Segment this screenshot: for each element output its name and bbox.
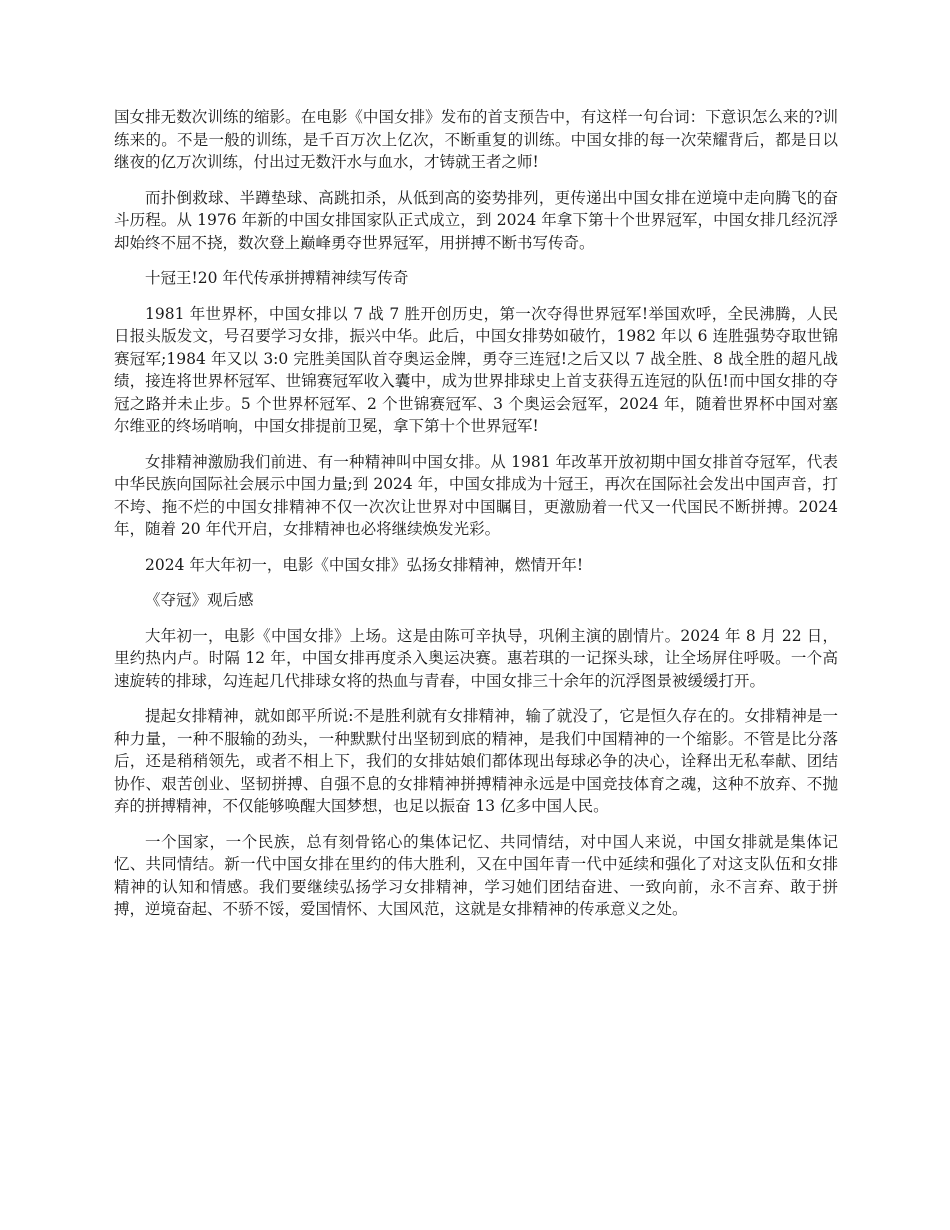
section-heading-film-release: 2024 年大年初一，电影《中国女排》弘扬女排精神，燃情开年! <box>145 555 584 574</box>
paragraph-1981-world-cup: 1981 年世界杯，中国女排以 7 战 7 胜开创历史，第一次夺得世界冠军!举国欢呼，全民沸腾，人民日报头版发文，号召要学习女排，振兴中华。此后，中国女排势如破竹，1982 年以 6 连胜强势夺取世锦赛冠军;1984 年又以 3:0 完胜美国队首夺奥运金牌，勇夺三连冠!之后又以 7 战全胜、8 战全胜的超凡战绩，接连将世界杯冠军、世锦赛冠军收入囊中，成为世界排球史上首支获得五连冠的队伍!而中国女排的夺冠之路并未止步。5 个世界杯冠军、2 个世锦赛冠军、3 个奥运会冠军，2024 年，随着世界杯中国对塞尔维亚的终场哨响，中国女排提前卫冕，拿下第十个世界冠军! <box>114 304 838 435</box>
section-heading-review-title: 《夺冠》观后感 <box>145 591 254 609</box>
paragraph-struggle-history: 而扑倒救球、半蹲垫球、高跳扣杀，从低到高的姿势排列，更传递出中国女排在逆境中走向腾飞的奋斗历程。从 1976 年新的中国女排国家队正式成立，到 2024 年拿下第十个世界冠军，中国女排几经沉浮却始终不屈不挠，数次登上巅峰勇夺世界冠军，用拼搏不断书写传奇。 <box>114 188 838 252</box>
document-body <box>114 106 838 934</box>
paragraph-volleyball-spirit: 女排精神激励我们前进、有一种精神叫中国女排。从 1981 年改革开放初期中国女排首夺冠军，代表中华民族向国际社会展示中国力量;到 2024 年，中国女排成为十冠王，再次在国际社会发出中国声音，打不垮、拖不烂的中国女排精神不仅一次次让世界对中国瞩目，更激励着一代又一代国民不断拼搏。2024 年，随着 20 年代开启，女排精神也必将继续焕发光彩。 <box>114 452 838 538</box>
paragraph-continuation: 国女排无数次训练的缩影。在电影《中国女排》发布的首支预告中，有这样一句台词：下意识怎么来的?训练来的。不是一般的训练，是千百万次上亿次，不断重复的训练。中国女排的每一次荣耀背后，都是日以继夜的亿万次训练，付出过无数汗水与血水，才铸就王者之师! <box>114 108 838 171</box>
paragraph-collective-memory: 一个国家，一个民族，总有刻骨铭心的集体记忆、共同情结，对中国人来说，中国女排就是集体记忆、共同情结。新一代中国女排在里约的伟大胜利，又在中国年青一代中延续和强化了对这支队伍和女排精神的认知和情感。我们要继续弘扬学习女排精神，学习她们团结奋进、一致向前，永不言弃、敢于拼搏，逆境奋起、不骄不馁，爱国情怀、大国风范，这就是女排精神的传承意义之处。 <box>114 832 838 918</box>
paragraph-film-intro: 大年初一，电影《中国女排》上场。这是由陈可辛执导，巩俐主演的剧情片。2024 年 8 月 22 日，里约热内卢。时隔 12 年，中国女排再度杀入奥运决赛。惠若琪的一记探头球，让全场屏住呼吸。一个高速旋转的排球，勾连起几代排球女将的热血与青春，中国女排三十余年的沉浮图景被缓缓打开。 <box>114 626 838 690</box>
paragraph-lang-ping-quote: 提起女排精神，就如郎平所说:不是胜利就有女排精神，输了就没了，它是恒久存在的。女排精神是一种力量，一种不服输的劲头，一种默默付出坚韧到底的精神，是我们中国精神的一个缩影。不管是比分落后，还是稍稍领先，或者不相上下，我们的女排姑娘们都体现出每球必争的决心，诠释出无私奉献、团结协作、艰苦创业、坚韧拼搏、自强不息的女排精神拼搏精神永远是中国竞技体育之魂，这种不放弃、不抛弃的拼搏精神，不仅能够唤醒大国梦想，也足以振奋 13 亿多中国人民。 <box>114 707 838 815</box>
section-heading-ten-titles: 十冠王!20 年代传承拼搏精神续写传奇 <box>145 269 409 287</box>
